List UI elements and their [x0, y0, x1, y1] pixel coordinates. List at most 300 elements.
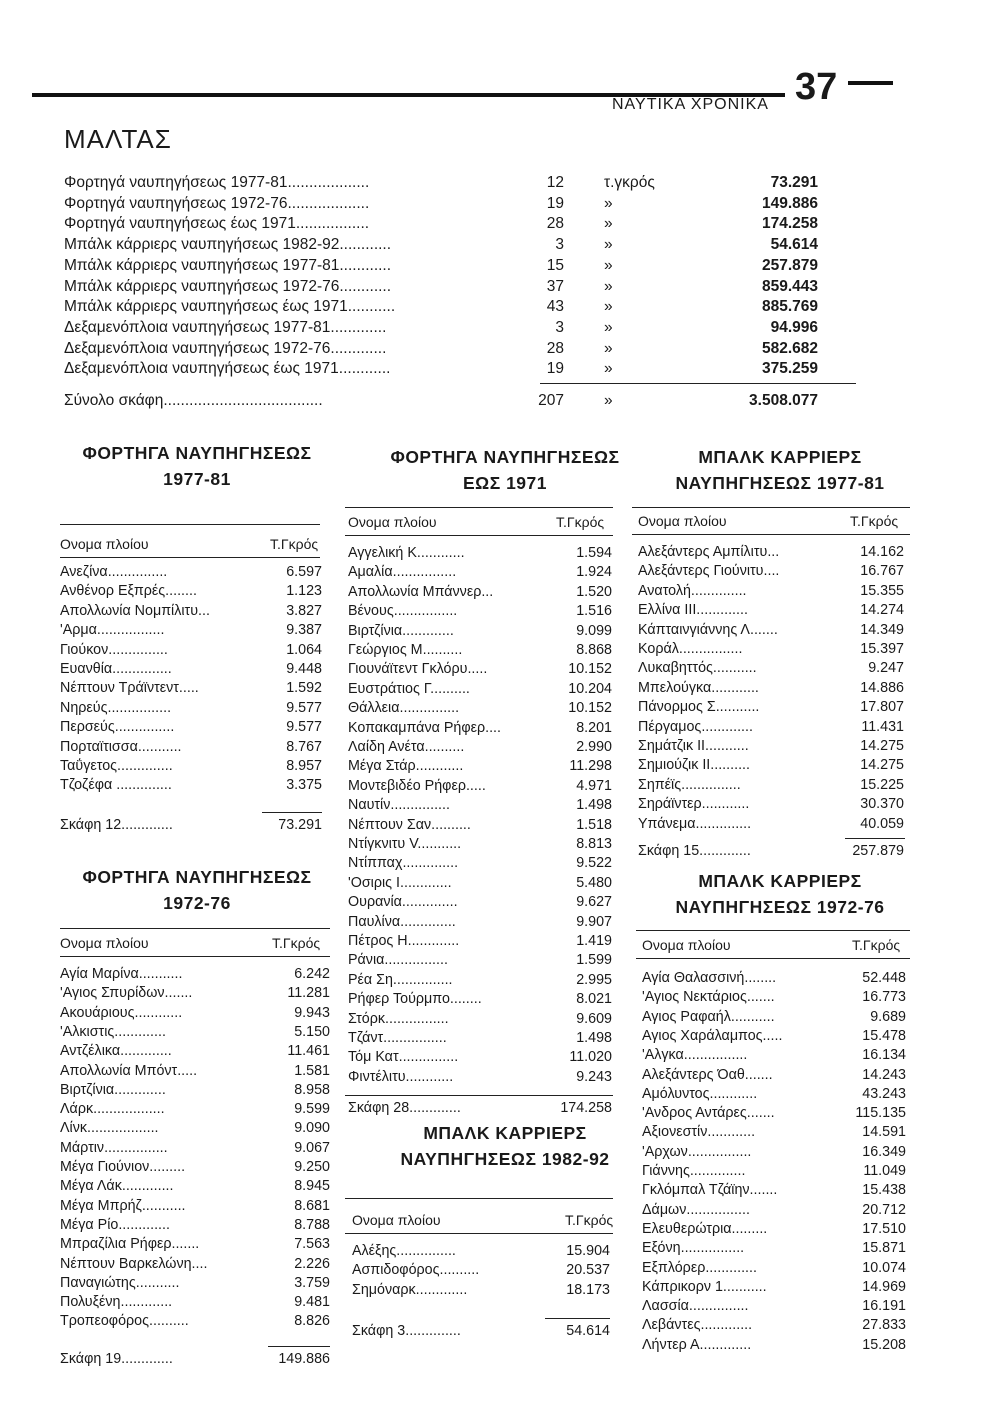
vessel-grt: 10.204 [568, 680, 612, 697]
vessel-grt: 20.712 [862, 1201, 906, 1218]
vessel-name: Ελευθερώτρια......... [642, 1220, 768, 1237]
vessel-grt: 3.827 [286, 602, 322, 619]
table-row [348, 623, 612, 643]
section-title-line: 1972-76 [163, 893, 231, 913]
section-title-line: ΦΟΡΤΗΓΑ ΝΑΥΠΗΓΗΣΕΩΣ [82, 443, 312, 463]
vessel-grt: 6.242 [294, 966, 330, 982]
column-header-grt: Τ.Γκρός [565, 1212, 614, 1228]
total-rule [845, 838, 905, 839]
vessel-name: Ταΰγετος.............. [60, 758, 173, 774]
summary-row [64, 195, 824, 215]
vessel-name: Γκλόμπαλ Τζάϊην....... [642, 1182, 778, 1199]
vessel-grt: 14.274 [860, 602, 904, 619]
table-row [638, 544, 904, 564]
summary-count: 19 [546, 194, 564, 212]
vessel-name: Αλεξάντερς Γιούνιτυ.... [638, 563, 780, 580]
vessel-grt: 20.537 [566, 1262, 610, 1279]
summary-unit: » [604, 318, 613, 336]
vessel-grt: 9.577 [286, 719, 322, 736]
vessel-grt: 9.599 [294, 1101, 330, 1118]
total-grt: 257.879 [852, 843, 904, 859]
summary-unit: » [604, 256, 613, 274]
table-row [642, 1163, 906, 1183]
table-row [638, 680, 904, 700]
section-title-line: ΝΑΥΠΗΓΗΣΕΩΣ 1972-76 [675, 897, 885, 917]
table-row [348, 661, 612, 681]
total-rule [268, 1346, 330, 1347]
column-header-rule [636, 958, 910, 959]
vessel-name: Αγία Μαρίνα........... [60, 966, 183, 982]
summary-grt: 582.682 [761, 339, 818, 357]
summary-unit: » [604, 194, 613, 212]
table-row [638, 796, 904, 816]
summary-unit: » [604, 215, 613, 233]
vessel-grt: 30.370 [860, 796, 904, 813]
vessel-name: Πάνορμος Σ........... [638, 699, 760, 716]
summary-label: Δεξαμενόπλοια ναυπηγήσεως 1972-76............. [64, 339, 387, 357]
summary-row [64, 319, 824, 339]
vessel-grt: 1.520 [576, 583, 612, 600]
vessel-grt: 9.609 [576, 1010, 612, 1027]
vessel-grt: 2.990 [576, 739, 612, 755]
vessel-grt: 8.958 [294, 1081, 330, 1098]
vessel-grt: 9.907 [576, 913, 612, 930]
summary-count: 19 [546, 360, 564, 378]
vessel-grt: 1.516 [576, 603, 612, 620]
column-header-name: Ονομα πλοίου [642, 937, 731, 953]
table-row [642, 1240, 906, 1260]
summary-grt: 73.291 [770, 174, 818, 191]
vessel-name: Ανατολή.............. [638, 582, 747, 599]
column-header-rule [60, 557, 320, 558]
vessel-name: Κάπταινγιάννης Λ....... [638, 621, 778, 638]
vessel-grt: 27.833 [862, 1317, 906, 1334]
table-row [60, 777, 322, 797]
table-row [638, 757, 904, 777]
summary-label: Φορτηγά ναυπηγήσεως 1972-76................... [64, 194, 370, 212]
vessel-grt: 52.448 [862, 970, 906, 986]
vessel-grt: 3.759 [294, 1274, 330, 1291]
vessel-grt: 14.886 [860, 679, 904, 696]
table-row [60, 661, 322, 681]
table-row [348, 972, 612, 992]
vessel-name: Αλεξάντερς Όαθ....... [642, 1066, 773, 1083]
table-row [60, 966, 330, 986]
summary-unit: τ.γκρός [604, 174, 655, 191]
summary-row [64, 257, 824, 277]
table-row [348, 933, 612, 953]
vessel-name: Σημόναρκ............. [352, 1281, 468, 1298]
column-header-name: Ονομα πλοίου [638, 513, 727, 529]
vessel-name: Νέπτουν Βαρκελώνη.... [60, 1255, 208, 1272]
summary-unit: » [604, 339, 613, 357]
section-title-line: 1977-81 [163, 469, 231, 489]
table-row [60, 739, 322, 759]
vessel-grt: 1.498 [576, 797, 612, 814]
vessel-grt: 18.173 [566, 1281, 610, 1298]
summary-grt: 885.769 [761, 298, 818, 316]
total-grt: 73.291 [278, 816, 322, 833]
total-label: Σκάφη 28............. [348, 1100, 461, 1117]
vessel-name: 'Ανδρος Αντάρες....... [642, 1105, 775, 1122]
vessel-grt: 15.397 [860, 641, 904, 657]
table-row [638, 583, 904, 603]
summary-total-row [64, 392, 824, 412]
section-title [52, 440, 342, 492]
summary-total-rule [540, 383, 856, 384]
table-row [348, 1069, 612, 1089]
vessel-name: Απολλωνία Μπόντ..... [60, 1062, 198, 1079]
table-row [60, 603, 322, 623]
column-header-rule [345, 1233, 613, 1234]
table-row [60, 719, 322, 739]
table-row [60, 583, 322, 603]
vessel-grt: 11.298 [569, 758, 612, 775]
summary-unit: » [604, 277, 613, 295]
vessel-grt: 9.522 [576, 855, 612, 872]
column-header-rule [632, 534, 910, 535]
vessel-grt: 9.247 [868, 660, 904, 677]
vessel-name: Αγγελική Κ............ [348, 545, 465, 561]
column-header-grt: Τ.Γκρός [852, 937, 901, 953]
publication-title: ΝΑΥΤΙΚΑ ΧΡΟΝΙΚΑ [612, 96, 769, 113]
vessel-name: Λασσία............... [642, 1298, 749, 1315]
table-row [60, 564, 322, 584]
table-row [60, 758, 322, 778]
section-top-rule [345, 1198, 613, 1199]
total-label: Σκάφη 3.............. [352, 1323, 461, 1340]
vessel-grt: 9.250 [294, 1159, 330, 1175]
country-heading: ΜΑΛΤΑΣ [64, 124, 172, 154]
vessel-name: Τζάντ................ [348, 1030, 447, 1046]
section-top-rule [632, 507, 910, 508]
vessel-name: Απολλωνία Μπάννερ... [348, 583, 494, 600]
vessel-name: Αγιος Χαράλαμπος..... [642, 1027, 783, 1044]
column-header-grt: Τ.Γκρός [850, 513, 899, 529]
vessel-grt: 17.510 [862, 1220, 906, 1237]
vessel-grt: 8.201 [576, 719, 612, 736]
total-label: Σκάφη 19............. [60, 1350, 173, 1367]
table-row [642, 1317, 906, 1337]
vessel-name: Στόρκ................ [348, 1010, 449, 1027]
summary-total-label: Σύνολο σκάφη..................................... [64, 392, 323, 409]
table-row [348, 855, 612, 875]
summary-count: 3 [555, 318, 564, 336]
summary-count: 28 [546, 215, 564, 233]
table-row [642, 1067, 906, 1087]
table-row [638, 660, 904, 680]
vessel-name: Μέγα Στάρ............ [348, 758, 464, 775]
table-row [60, 680, 322, 700]
vessel-grt: 9.099 [576, 622, 612, 639]
summary-grt: 174.258 [761, 215, 818, 233]
section-title-line: ΜΠΑΛΚ ΚΑΡΡΙΕΡΣ [423, 1123, 587, 1143]
vessel-grt: 1.581 [294, 1062, 330, 1079]
vessel-name: Ανθένορ Εξπρές........ [60, 583, 197, 600]
summary-label: Μπάλκ κάρριερς ναυπηγήσεως 1982-92............ [64, 236, 392, 254]
vessel-name: 'Αγιος Σπυρίδων....... [60, 985, 193, 1002]
table-row [60, 622, 322, 642]
summary-label: Μπάλκ κάρριερς ναυπηγήσεως έως 1971........... [64, 298, 396, 316]
summary-total-grt: 3.508.077 [749, 392, 818, 409]
vessel-name: 'Οσιρις Ι............. [348, 874, 452, 891]
vessel-grt: 15.225 [860, 776, 904, 793]
page-number: 37 [795, 66, 838, 108]
vessel-name: Κοράλ................ [638, 641, 743, 657]
vessel-name: Εξπλόρερ............. [642, 1259, 757, 1276]
summary-total-count: 207 [538, 392, 564, 409]
vessel-name: Αλέξης............... [352, 1243, 456, 1259]
vessel-grt: 9.481 [294, 1294, 330, 1311]
table-row [642, 1086, 906, 1106]
table-row [638, 777, 904, 797]
vessel-grt: 8.957 [286, 758, 322, 774]
vessel-grt: 8.813 [576, 836, 612, 852]
total-grt: 149.886 [278, 1350, 330, 1367]
vessel-name: Λάρκ.................. [60, 1101, 165, 1118]
vessel-name: Αγία Θαλασσινή........ [642, 970, 777, 986]
table-row [60, 1140, 330, 1160]
section-title-line: ΜΠΑΛΚ ΚΑΡΡΙΕΡΣ [698, 871, 862, 891]
table-row [348, 564, 612, 584]
total-label: Σκάφη 15............. [638, 843, 751, 859]
section-title [345, 1120, 665, 1172]
table-row [638, 602, 904, 622]
vessel-grt: 1.064 [286, 641, 322, 658]
vessel-name: Νηρεύς................ [60, 699, 172, 716]
section-top-rule [60, 928, 330, 929]
vessel-grt: 7.563 [294, 1236, 330, 1253]
vessel-grt: 40.059 [860, 815, 904, 832]
table-row [638, 816, 904, 836]
summary-row [64, 298, 824, 318]
vessel-grt: 5.480 [576, 874, 612, 891]
table-row [348, 778, 612, 798]
vessel-grt: 14.275 [860, 757, 904, 774]
summary-label: Φορτηγά ναυπηγήσεως 1977-81................... [64, 174, 370, 191]
table-row [60, 1198, 330, 1218]
vessel-grt: 8.681 [294, 1197, 330, 1214]
vessel-name: Φιντέλιτυ............ [348, 1068, 454, 1085]
vessel-name: Σημιούζικ ΙΙ.......... [638, 757, 750, 774]
table-row [348, 720, 612, 740]
vessel-grt: 16.134 [862, 1047, 906, 1064]
vessel-name: Λίνκ.................. [60, 1120, 159, 1137]
vessel-name: Μπελούγκα............ [638, 679, 759, 696]
vessel-grt: 14.162 [860, 544, 904, 560]
table-row [60, 1217, 330, 1237]
vessel-grt: 17.807 [860, 699, 904, 716]
table-row [348, 603, 612, 623]
summary-unit: » [604, 298, 613, 316]
total-rule [345, 1095, 613, 1096]
vessel-grt: 9.387 [286, 622, 322, 639]
table-row [348, 836, 612, 856]
table-row [348, 914, 612, 934]
table-row [348, 1049, 612, 1069]
summary-grt: 94.996 [770, 318, 818, 336]
vessel-name: Βένους................ [348, 603, 458, 620]
summary-count: 15 [546, 256, 564, 274]
table-row [348, 1030, 612, 1050]
summary-label: Δεξαμενόπλοια ναυπηγήσεως έως 1971............ [64, 360, 391, 378]
summary-count: 37 [546, 277, 564, 295]
vessel-name: Γεώργιος Μ.......... [348, 642, 463, 658]
vessel-grt: 10.074 [862, 1259, 906, 1276]
column-header-rule [345, 535, 613, 536]
table-row [348, 584, 612, 604]
table-row [60, 1005, 330, 1025]
vessel-name: Πορταϊτισσα........... [60, 738, 182, 755]
vessel-grt: 1.594 [576, 545, 612, 561]
vessel-grt: 15.208 [862, 1336, 906, 1353]
table-row [638, 719, 904, 739]
table-row [348, 545, 612, 565]
column-header-name: Ονομα πλοίου [60, 536, 149, 552]
vessel-grt: 11.281 [287, 985, 330, 1002]
vessel-name: Ναυτίν............... [348, 797, 450, 814]
table-row [352, 1282, 610, 1302]
vessel-name: 'Αρχων................ [642, 1143, 752, 1160]
vessel-name: Ευανθία............... [60, 661, 172, 677]
vessel-grt: 9.689 [870, 1008, 906, 1025]
vessel-grt: 11.461 [287, 1043, 330, 1060]
vessel-name: Γιούκον............... [60, 641, 168, 658]
vessel-grt: 11.049 [863, 1163, 906, 1179]
vessel-name: Μέγα Γιούνιον......... [60, 1159, 186, 1175]
vessel-grt: 16.767 [860, 563, 904, 580]
vessel-name: Γιάννης.............. [642, 1163, 746, 1179]
vessel-grt: 16.191 [862, 1298, 906, 1315]
table-row [638, 641, 904, 661]
vessel-grt: 115.135 [855, 1105, 906, 1122]
vessel-name: Αλεξάντερς Αμπίλιτυ... [638, 544, 780, 560]
section-title [52, 864, 342, 916]
summary-count: 3 [555, 236, 564, 254]
vessel-grt: 9.448 [286, 661, 322, 677]
vessel-grt: 8.826 [294, 1313, 330, 1330]
vessel-name: Λήντερ Α............. [642, 1336, 752, 1353]
vessel-grt: 10.152 [568, 700, 612, 717]
section-title [345, 444, 665, 496]
vessel-grt: 14.591 [862, 1124, 906, 1141]
summary-label: Δεξαμενόπλοια ναυπηγήσεως 1977-81............. [64, 318, 387, 336]
table-row [638, 622, 904, 642]
total-grt: 174.258 [560, 1100, 612, 1117]
section-top-rule [636, 930, 910, 931]
table-row [60, 985, 330, 1005]
table-row [642, 1028, 906, 1048]
summary-row [64, 215, 824, 235]
header-rule-right [848, 81, 893, 85]
vessel-grt: 3.375 [286, 777, 322, 794]
vessel-grt: 15.478 [862, 1027, 906, 1044]
total-label: Σκάφη 12............. [60, 816, 173, 833]
vessel-name: 'Αρμα................. [60, 622, 165, 639]
vessel-grt: 8.788 [294, 1216, 330, 1233]
summary-unit: » [604, 360, 613, 378]
summary-grt: 375.259 [761, 360, 818, 378]
vessel-name: Αντζέλικα............. [60, 1043, 172, 1060]
section-title-line: ΕΩΣ 1971 [463, 473, 547, 493]
table-row [642, 1279, 906, 1299]
table-row [60, 1275, 330, 1295]
vessel-name: 'Αλγκα................ [642, 1047, 748, 1064]
table-row [60, 642, 322, 662]
vessel-grt: 14.969 [862, 1278, 906, 1295]
vessel-name: Εξόνη................ [642, 1240, 745, 1257]
vessel-grt: 9.577 [286, 699, 322, 716]
vessel-name: Λαίδη Ανέτα.......... [348, 739, 465, 755]
vessel-grt: 9.627 [576, 894, 612, 911]
column-header-grt: Τ.Γκρός [556, 514, 605, 530]
table-row [60, 1256, 330, 1276]
vessel-name: Πέργαμος............. [638, 718, 753, 735]
vessel-name: Παναγιώτης........... [60, 1274, 180, 1291]
vessel-name: Σηπέϊς............... [638, 776, 741, 793]
section-title [630, 444, 930, 496]
summary-row [64, 360, 824, 380]
vessel-name: Αξιονεστίν............ [642, 1124, 756, 1141]
vessel-name: Απολλωνία Νομπίλιτυ... [60, 602, 210, 619]
summary-grt: 149.886 [761, 194, 818, 212]
vessel-grt: 14.349 [860, 621, 904, 638]
vessel-grt: 15.438 [862, 1182, 906, 1199]
vessel-grt: 9.243 [576, 1068, 612, 1085]
section-title-line: ΝΑΥΠΗΓΗΣΕΩΣ 1977-81 [675, 473, 885, 493]
column-header-name: Ονομα πλοίου [60, 935, 149, 951]
vessel-grt: 6.597 [286, 564, 322, 580]
table-row [638, 563, 904, 583]
vessel-name: Τόμ Κατ............... [348, 1049, 459, 1066]
summary-label: Μπάλκ κάρριερς ναυπηγήσεως 1972-76............ [64, 277, 392, 295]
vessel-grt: 8.767 [286, 738, 322, 755]
vessel-grt: 10.152 [568, 661, 612, 678]
vessel-grt: 2.226 [294, 1255, 330, 1272]
vessel-name: Ουρανία.............. [348, 894, 458, 911]
vessel-name: Υπάνεμα.............. [638, 815, 752, 832]
vessel-name: Ράνια................ [348, 952, 448, 969]
table-row [642, 1221, 906, 1241]
vessel-name: Μοντεβιδέο Ρήφερ..... [348, 777, 486, 794]
vessel-name: Νέπτουν Σαν.......... [348, 816, 471, 833]
total-rule [262, 812, 322, 813]
total-rule [545, 1318, 610, 1319]
vessel-grt: 15.904 [566, 1243, 610, 1259]
vessel-grt: 8.021 [576, 991, 612, 1008]
summary-total-unit: » [604, 392, 613, 409]
summary-label: Φορτηγά ναυπηγήσεως έως 1971................. [64, 215, 370, 233]
table-row [348, 875, 612, 895]
vessel-grt: 1.123 [286, 583, 322, 600]
vessel-grt: 1.924 [576, 564, 612, 581]
vessel-grt: 5.150 [294, 1023, 330, 1040]
vessel-name: Λεβάντες............. [642, 1317, 753, 1334]
table-row [60, 1178, 330, 1198]
vessel-grt: 4.971 [576, 777, 612, 794]
table-row [348, 758, 612, 778]
vessel-name: Ντίγκνιτυ V........... [348, 836, 462, 852]
vessel-name: Μπραζίλια Ρήφερ....... [60, 1236, 200, 1253]
vessel-name: Ελλίνα ΙΙΙ............. [638, 602, 748, 619]
vessel-grt: 8.945 [294, 1178, 330, 1195]
vessel-grt: 15.871 [862, 1240, 906, 1257]
vessel-grt: 9.943 [294, 1004, 330, 1021]
table-row [348, 894, 612, 914]
vessel-name: Παυλίνα.............. [348, 913, 456, 930]
summary-row [64, 236, 824, 256]
section-title-line: ΦΟΡΤΗΓΑ ΝΑΥΠΗΓΗΣΕΩΣ [82, 867, 312, 887]
